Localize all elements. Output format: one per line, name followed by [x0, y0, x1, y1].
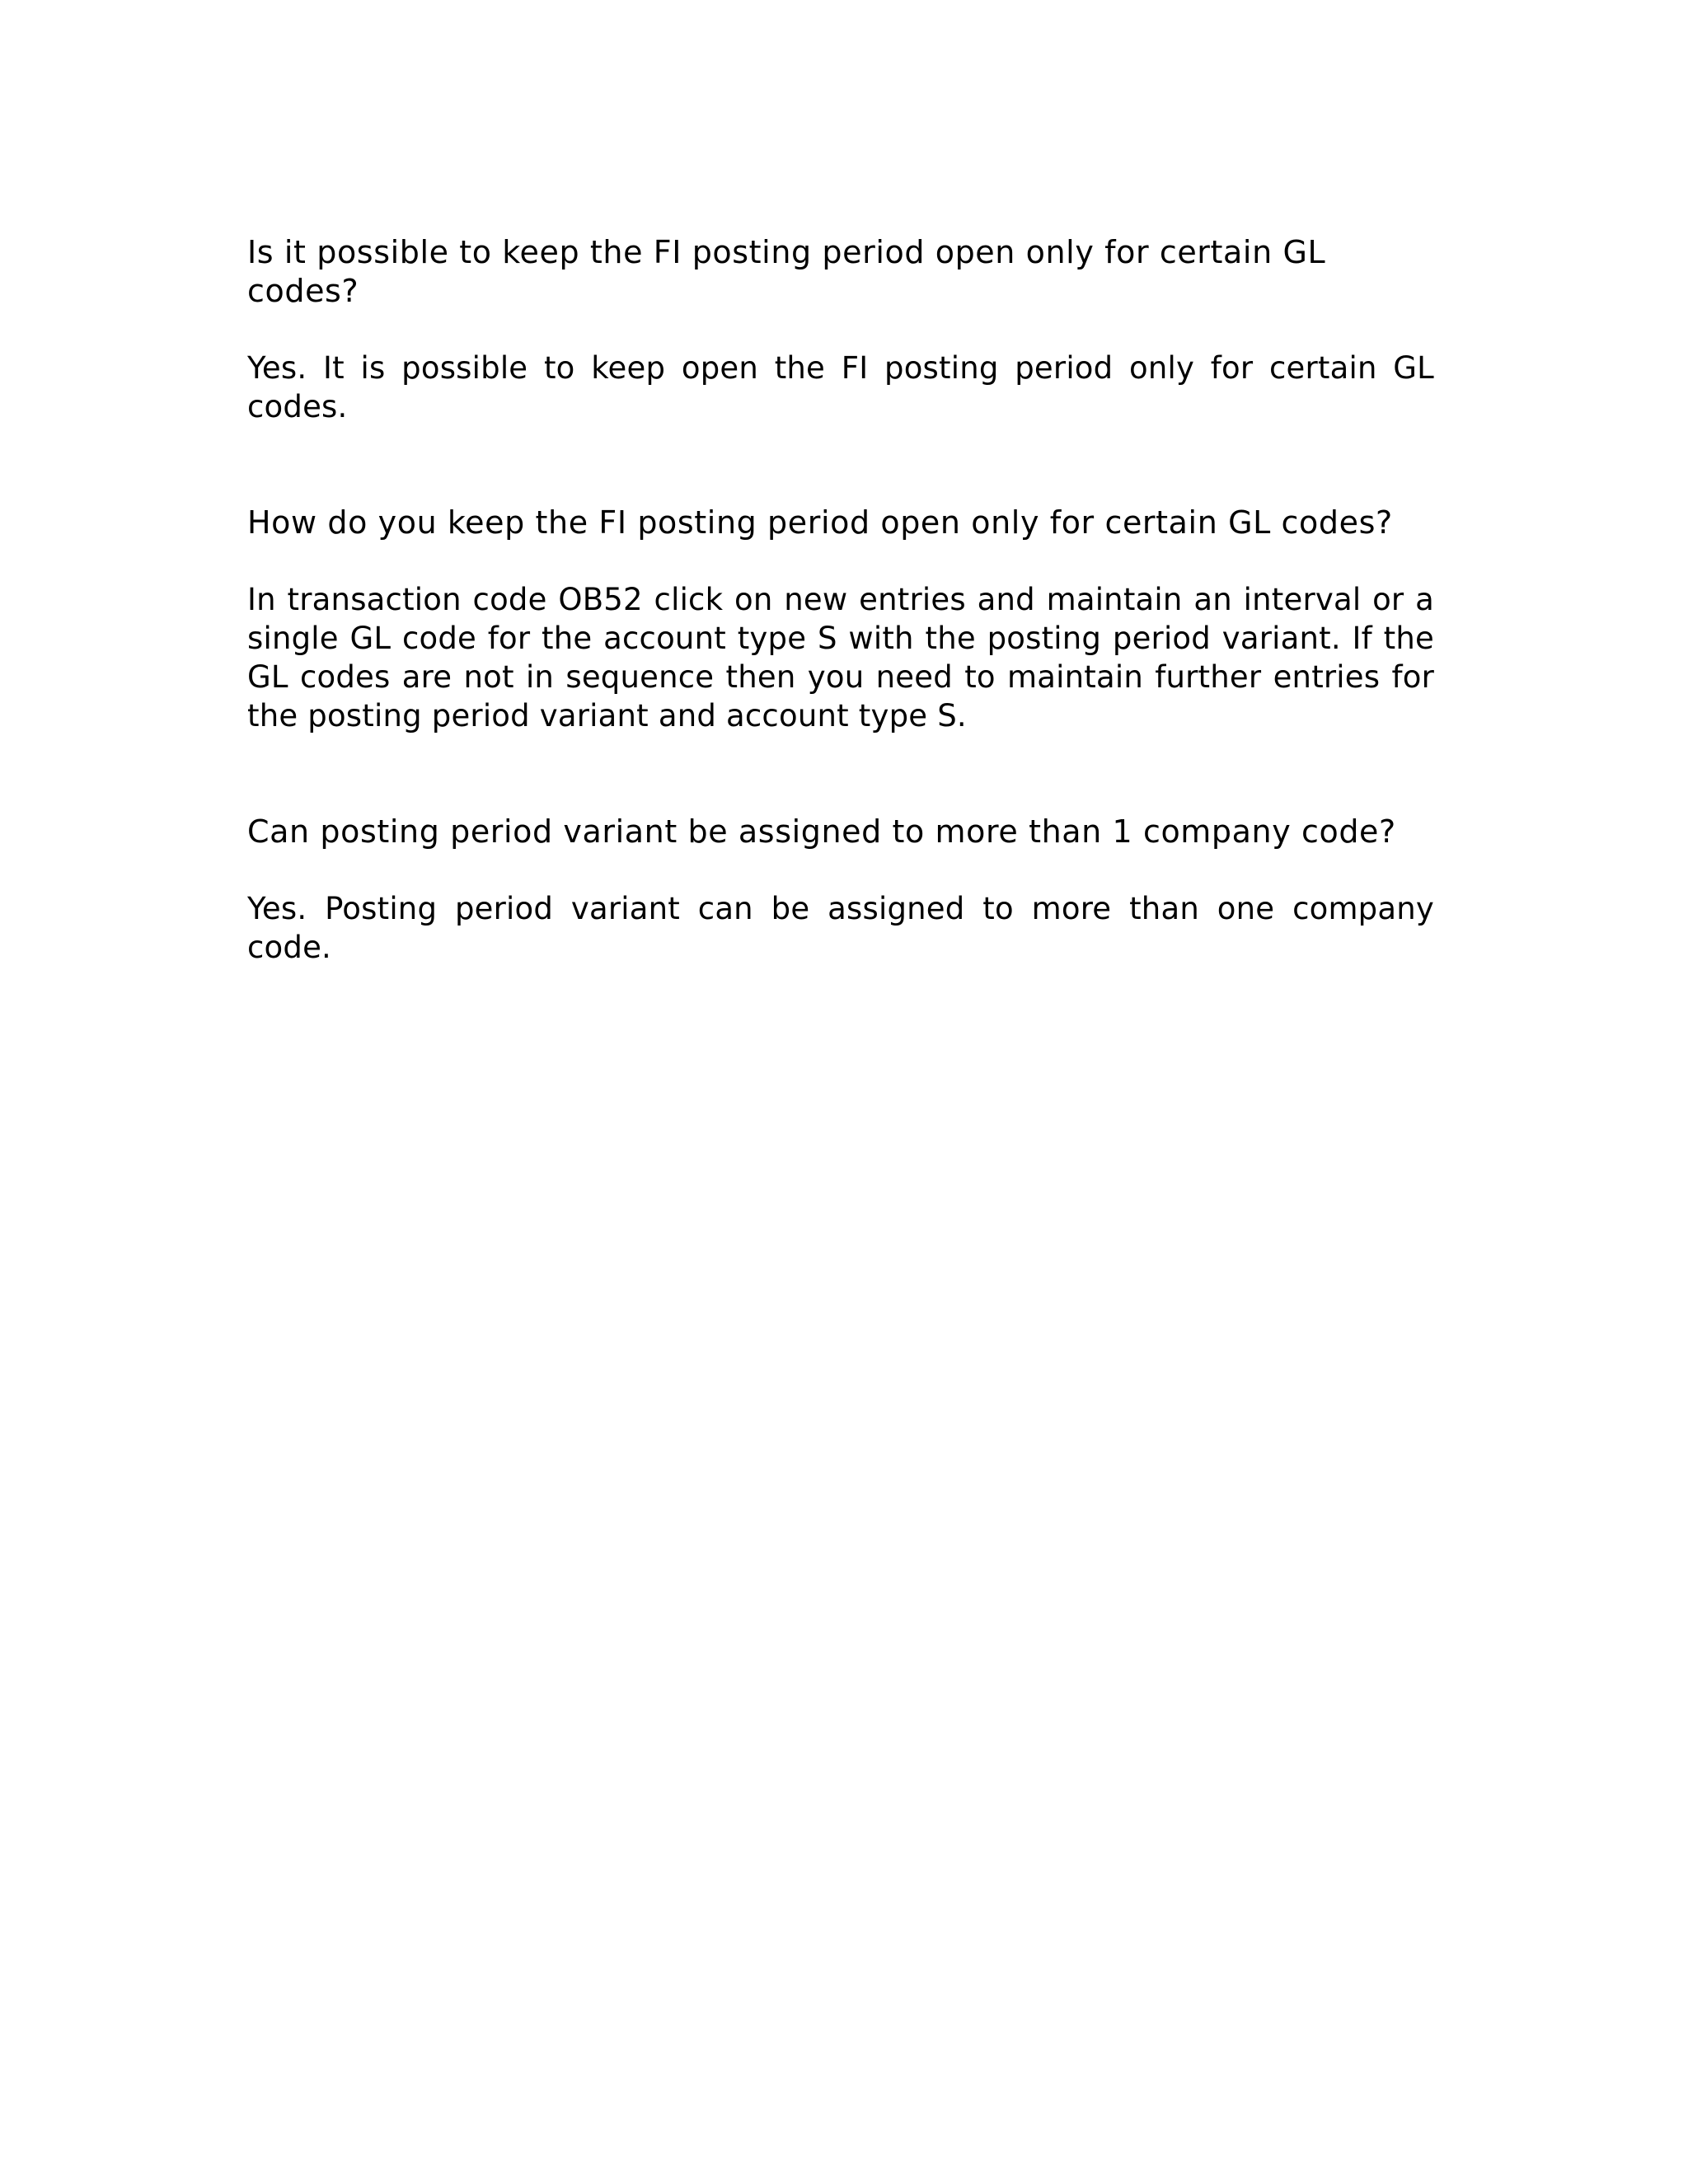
qa-section-2 [247, 504, 1434, 735]
answer-2: In transaction code OB52 click on new entries and maintain an interval or a single GL code for the account type S with the posting period variant. If the GL codes are not in sequence then you need to maintain further entries for the posting period variant and account type S. [247, 582, 1434, 733]
question-3: Can posting period variant be assigned to more than 1 company code? [247, 813, 1396, 850]
qa-section-1 [247, 233, 1434, 426]
answer-1: Yes. It is possible to keep open the FI posting period only for certain GL codes. [247, 350, 1434, 424]
question-1: Is it possible to keep the FI posting period open only for certain GL codes? [247, 234, 1326, 309]
qa-section-3 [247, 813, 1434, 967]
question-2: How do you keep the FI posting period open only for certain GL codes? [247, 504, 1393, 541]
document-page [247, 233, 1434, 967]
answer-3: Yes. Posting period variant can be assigned to more than one company code. [247, 891, 1434, 965]
